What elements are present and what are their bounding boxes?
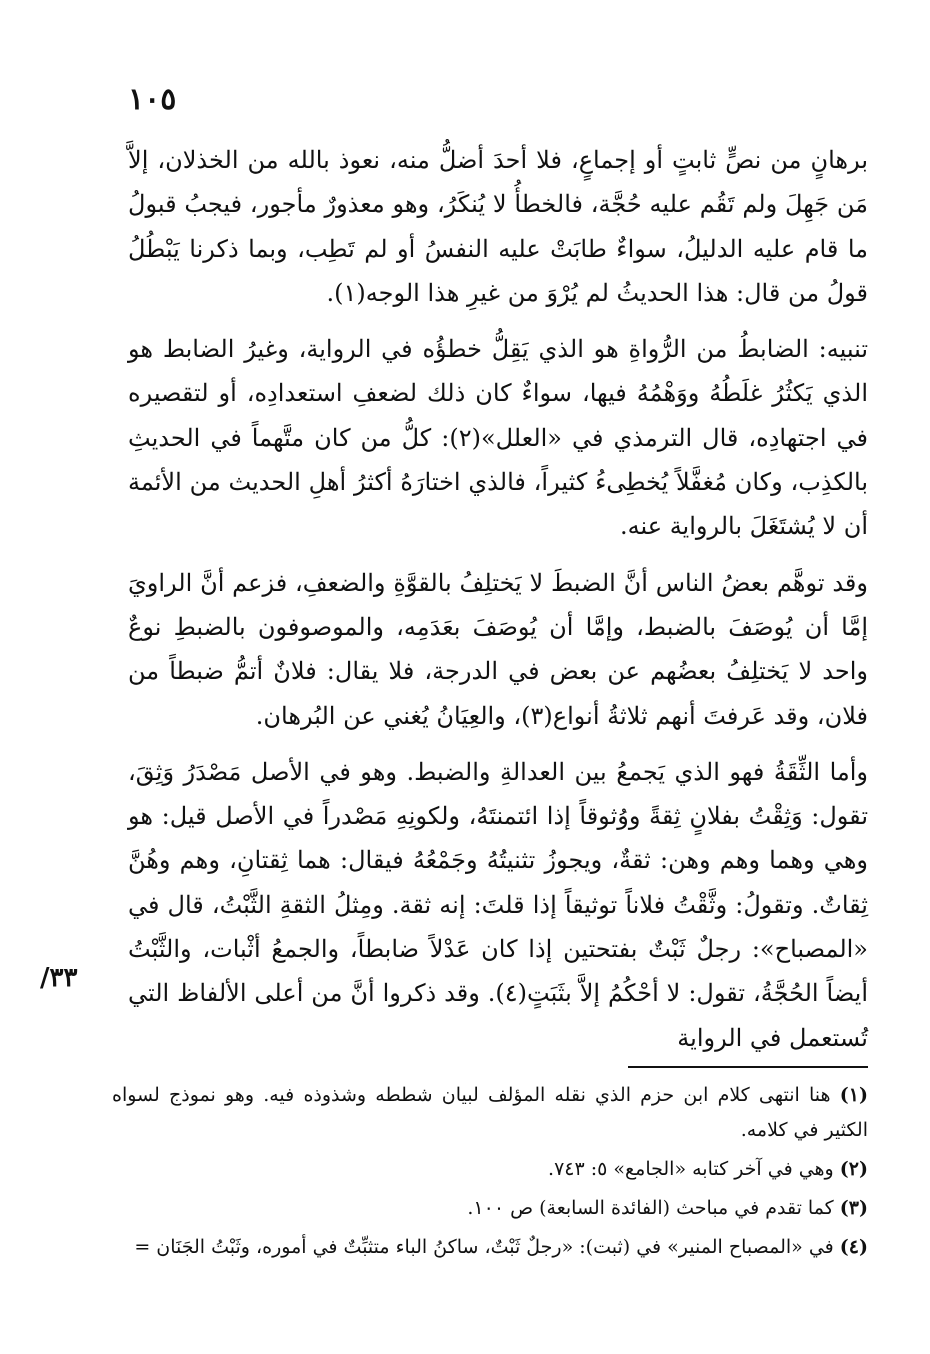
footnote-number: (١) bbox=[839, 1084, 868, 1106]
paragraph-4: وأما الثِّقَةُ فهو الذي يَجمعُ بين العدالةِ والضبط. وهو في الأصل مَصْدَرُ وَثِقَ، تقول: وَثِقْتُ بفلانٍ ثِقةً ووُثوقاً إذا ائتمنتَهُ، ولكونِهِ مَصْدراً في الأصل قيل: هو وهي وهما وهم وهن: ثقةٌ، ويجوزُ تثنيتُهُ وجَمْعُهُ فيقال: هما ثِقتانِ، وهم وهُنَّ ثِقاتٌ. وتقولُ: وثَّقْتُ فلاناً توثيقاً إذا قلتَ: إنه ثقة. ومِثلُ الثقةِ الثَّبْتُ، قال في «المصباح»: رجلٌ ثَبْتٌ بفتحتين إذا كان عَدْلاً ضابطاً، والجمعُ أثْبات، والثَّبْتُ أيضاً الحُجَّةُ، تقول: لا أحْكُمُ إلاَّ بثَبَتٍ(٤). وقد ذكروا أنَّ من أعلى الألفاظ التي تُستعمل في الرواية bbox=[128, 757, 868, 1052]
footnotes bbox=[112, 1078, 868, 1269]
paragraph-3: وقد توهَّم بعضُ الناس أنَّ الضبطَ لا يَختلِفُ بالقوَّةِ والضعفِ، فزعم أنَّ الراويَ إمَّا أن يُوصَفَ بالضبط، وإمَّا أن يُوصَفَ بعَدَمِه، والموصوفون بالضبطِ نوعٌ واحد لا يَختلِفُ بعضُهم عن بعض في الدرجة، فلا يقال: فلانٌ أتمُّ ضبطاً من فلان، وقد عَرفتَ أنهم ثلاثةُ أنواع(٣)، والعِيَانُ يُغني عن البُرهان. bbox=[128, 568, 868, 730]
footnote-3 bbox=[112, 1191, 868, 1226]
footnote-text: هنا انتهى كلام ابن حزم الذي نقله المؤلف لبيان شططه وشذوذه فيه. وهو نموذج لسواه الكثير في كلامه. bbox=[112, 1084, 868, 1141]
margin-page-marker: /٣٣ bbox=[40, 963, 78, 993]
main-text bbox=[128, 138, 868, 1072]
page-number: ١٠٥ bbox=[128, 82, 177, 117]
footnote-number: (٤) bbox=[839, 1236, 868, 1258]
paragraph-2: تنبيه: الضابطُ من الرُّواةِ هو الذي يَقِلُّ خطؤُه في الرواية، وغيرُ الضابط هو الذي يَكثُرُ غلَطُهُ ووَهْمُهُ فيها، سواءٌ كان ذلك لضعفِ استعدادِه، أو لتقصيره في اجتهادِه، قال الترمذي في «العلل»(٢): كلُّ من كان متَّهماً في الحديثِ بالكذِب، وكان مُغفَّلاً يُخطِىءُ كثيراً، فالذي اختارَهُ أكثرُ أهلِ الحديث من الأئمة أن لا يُشتَغَلَ بالرواية عنه. bbox=[128, 335, 869, 541]
footnote-text: كما تقدم في مباحث (الفائدة السابعة) ص ١٠٠. bbox=[467, 1197, 834, 1219]
footnote-text: وهي في آخر كتابه «الجامع» ٥: ٧٤٣. bbox=[548, 1158, 834, 1180]
footnote-divider bbox=[628, 1066, 868, 1068]
footnote-text: في «المصباح المنير» في (ثبت): «رجلٌ ثَبْتٌ، ساكنُ الباء متثبِّتٌ في أموره، وثَبْتُ الجَنَان = bbox=[134, 1236, 834, 1258]
footnote-1 bbox=[112, 1078, 868, 1148]
footnote-number: (٣) bbox=[839, 1197, 868, 1219]
footnote-number: (٢) bbox=[839, 1158, 868, 1180]
paragraph-1: برهانٍ من نصٍّ ثابتٍ أو إجماعٍ، فلا أحدَ أضلُّ منه، نعوذ بالله من الخذلان، إلاَّ مَن جَهِلَ ولم تَقُم عليه حُجَّة، فالخطأُ لا يُنكَرُ، وهو معذورٌ مأجور، فيجبُ قبولُ ما قام عليه الدليلُ، سواءٌ طابَتْ عليه النفسُ أو لم تَطِب، وبما ذكرنا يَبْطُلُ قولُ من قال: هذا الحديثُ لم يُرْوَ من غيرِ هذا الوجه(١). bbox=[128, 146, 868, 307]
footnote-2 bbox=[112, 1152, 868, 1187]
footnote-4 bbox=[112, 1230, 868, 1265]
